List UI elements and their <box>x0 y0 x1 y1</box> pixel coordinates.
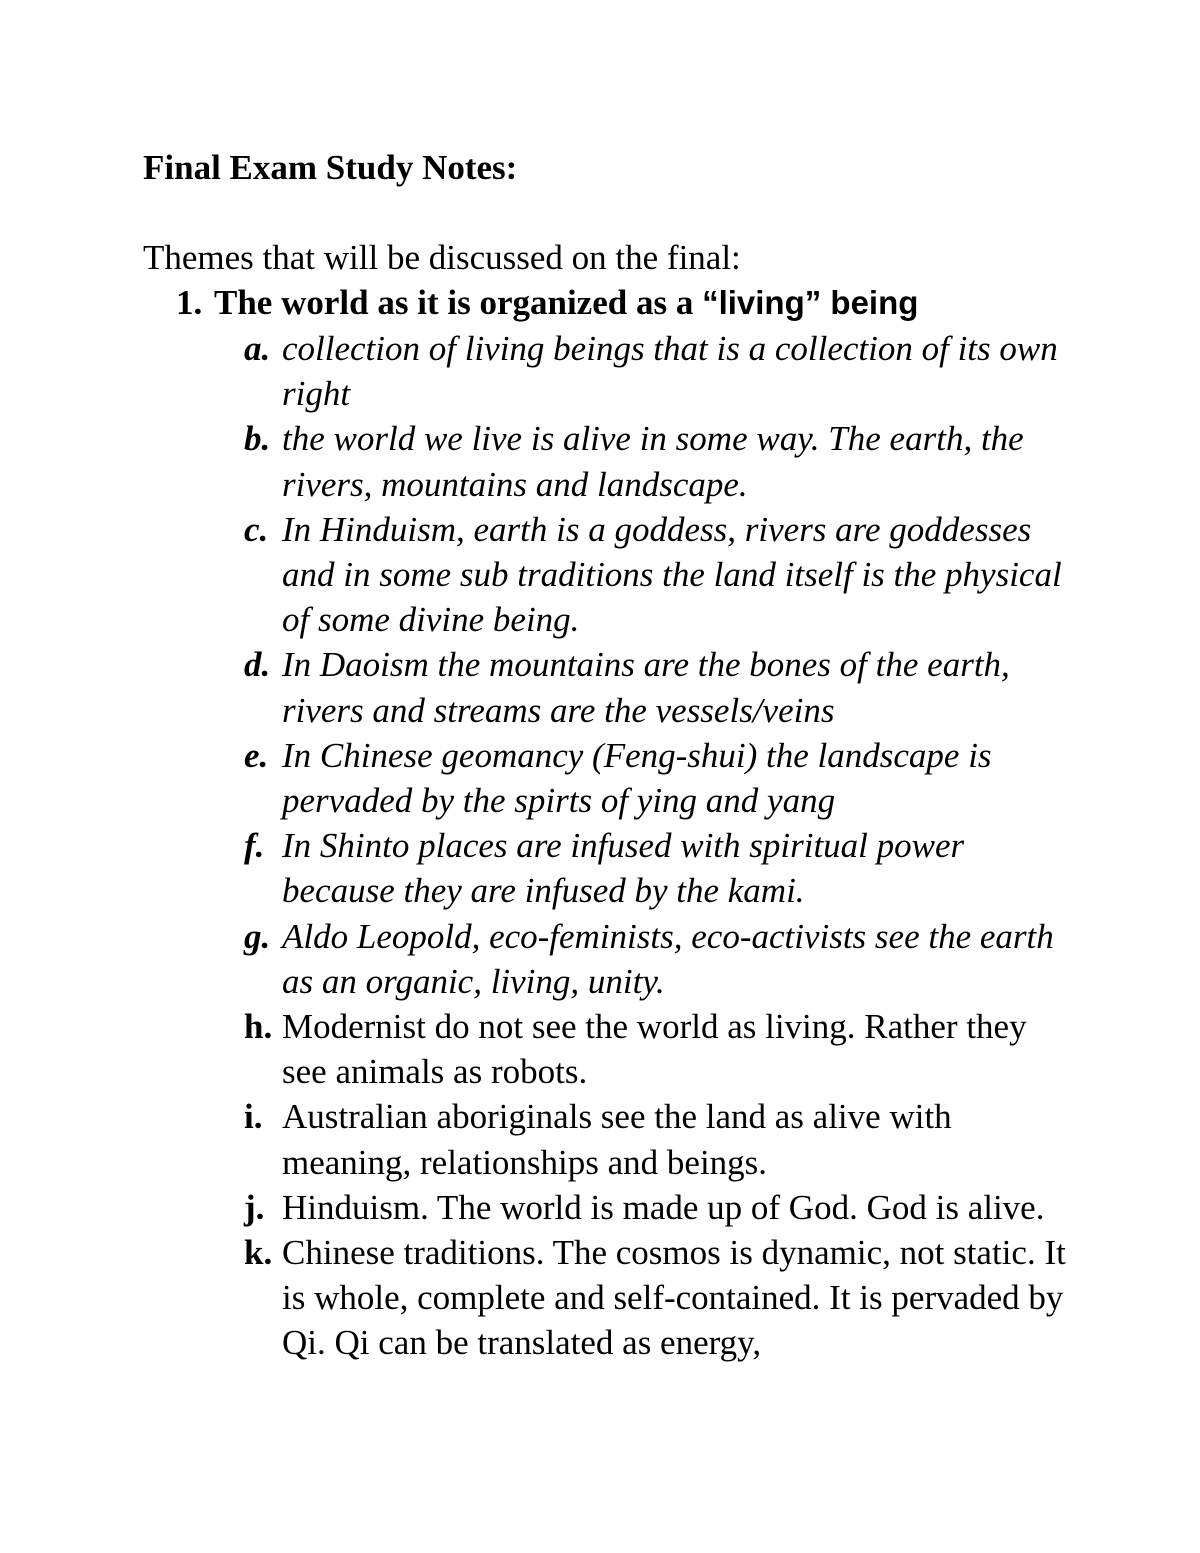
list-item-k <box>244 1230 1074 1366</box>
list-item-e <box>244 733 1074 823</box>
item-marker: a. <box>244 329 271 368</box>
item-text: Australian aboriginals see the land as alive with meaning, relationships and beings. <box>282 1097 952 1182</box>
list-item-a <box>244 326 1074 416</box>
list-item-d <box>244 642 1074 732</box>
section-heading-sans: “living” being <box>702 284 919 321</box>
list-item-g <box>244 914 1074 1004</box>
item-text: In Hinduism, earth is a goddess, rivers are goddesses and in some sub traditions the land itself is the physical of some divine being. <box>282 509 1062 640</box>
item-text: Aldo Leopold, eco-feminists, eco-activists see the earth as an organic, living, unity. <box>282 916 1054 1001</box>
section-number: 1. <box>176 283 203 322</box>
item-text: the world we live is alive in some way. The earth, the rivers, mountains and landscape. <box>282 419 1024 504</box>
item-marker: i. <box>244 1097 263 1137</box>
list-item-j <box>244 1185 1074 1230</box>
section-item-list <box>244 326 1074 1366</box>
list-item-c <box>244 507 1074 643</box>
list-item-b <box>244 416 1074 506</box>
section-heading <box>176 281 918 325</box>
item-marker: j. <box>244 1187 265 1227</box>
list-item-i <box>244 1094 1074 1184</box>
list-item-f <box>244 823 1074 913</box>
item-marker: g. <box>244 916 271 956</box>
item-text: Hinduism. The world is made up of God. God is alive. <box>282 1187 1045 1227</box>
item-text: Chinese traditions. The cosmos is dynamic, not static. It is whole, complete and self-contained. It is pervaded by Qi. Qi can be translated as energy, <box>282 1233 1066 1363</box>
item-text: In Shinto places are infused with spiritual power because they are infused by the kami. <box>282 826 965 911</box>
item-marker: e. <box>244 735 269 775</box>
item-marker: c. <box>244 509 269 549</box>
item-marker: k. <box>244 1233 273 1273</box>
item-text: In Daoism the mountains are the bones of the earth, rivers and streams are the vessels/veins <box>282 645 1010 730</box>
list-item-h <box>244 1004 1074 1094</box>
item-marker: b. <box>244 419 271 459</box>
section-heading-serif: The world as it is organized as a <box>214 283 703 322</box>
item-marker: d. <box>244 645 271 685</box>
item-text: collection of living beings that is a collection of its own right <box>282 329 1058 414</box>
document-title: Final Exam Study Notes: <box>143 148 518 187</box>
item-text: Modernist do not see the world as living. Rather they see animals as robots. <box>282 1007 1027 1092</box>
item-marker: f. <box>244 826 265 866</box>
intro-text: Themes that will be discussed on the final: <box>143 238 741 277</box>
item-marker: h. <box>244 1007 273 1047</box>
item-text: In Chinese geomancy (Feng-shui) the landscape is pervaded by the spirts of ying and yang <box>282 735 992 821</box>
